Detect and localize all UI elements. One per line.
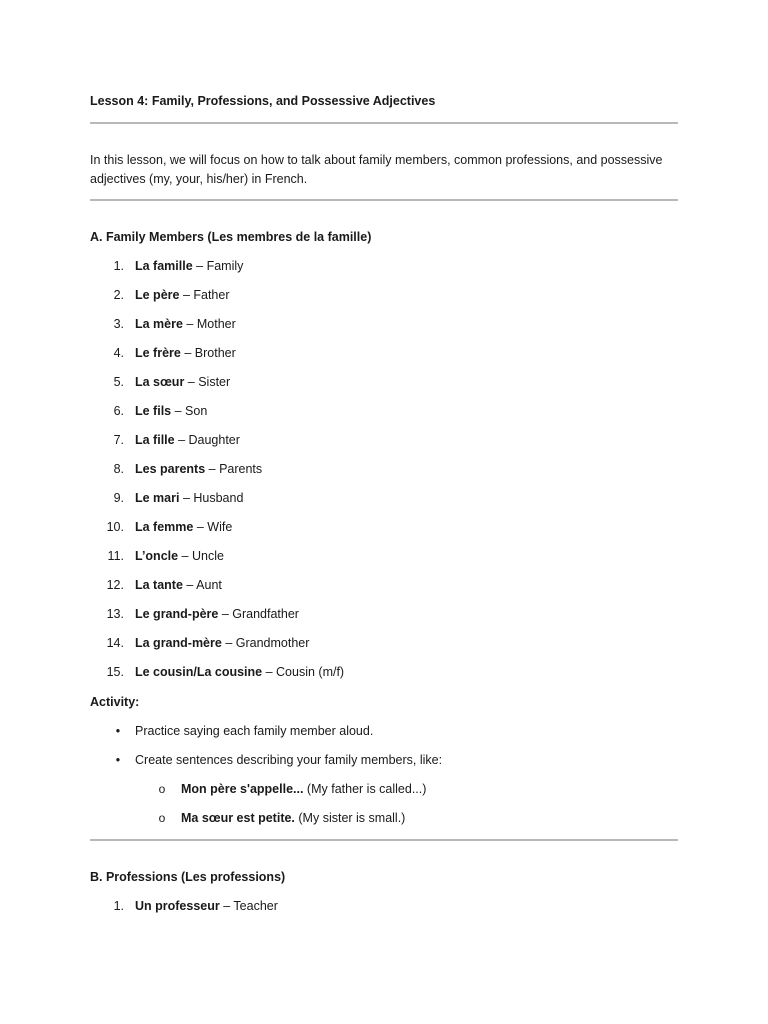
dash-separator: – — [179, 491, 194, 505]
list-item — [135, 549, 224, 563]
list-number: 3. — [113, 317, 124, 331]
intro-divider — [90, 199, 678, 201]
english-meaning: Grandmother — [235, 636, 310, 650]
english-meaning: Grandfather — [232, 607, 299, 621]
french-term: La femme — [135, 520, 194, 534]
list-number: 10. — [106, 520, 124, 534]
example-french: Mon père s'appelle... — [181, 782, 304, 796]
dash-separator: – — [171, 404, 186, 418]
english-meaning: Cousin (m/f) — [276, 665, 345, 679]
list-number: 13. — [106, 607, 124, 621]
french-term: Le fils — [135, 404, 172, 418]
french-term: La famille — [135, 259, 193, 273]
dash-separator: – — [205, 462, 220, 476]
example-english: (My father is called...) — [303, 782, 427, 796]
french-term: Le mari — [135, 491, 180, 505]
list-number: 5. — [113, 375, 124, 389]
list-item — [135, 404, 207, 418]
section-b-heading: B. Professions (Les professions) — [90, 870, 286, 884]
english-meaning: Parents — [219, 462, 263, 476]
sub-bullet-marker: o — [158, 782, 166, 796]
english-meaning: Sister — [198, 375, 231, 389]
french-term: La fille — [135, 433, 175, 447]
list-item — [135, 578, 222, 592]
bullet-marker: • — [115, 724, 121, 738]
dash-separator: – — [221, 636, 236, 650]
dash-separator: – — [262, 665, 277, 679]
dash-separator: – — [178, 549, 192, 563]
english-meaning: Teacher — [233, 899, 278, 913]
section-a-heading: A. Family Members (Les membres de la famille) — [90, 230, 372, 244]
list-item — [135, 462, 262, 476]
list-item — [135, 665, 344, 679]
english-meaning: Brother — [194, 346, 236, 360]
dash-separator: – — [193, 520, 208, 534]
english-meaning: Mother — [196, 317, 236, 331]
dash-separator: – — [182, 317, 197, 331]
list-number: 8. — [113, 462, 124, 476]
list-item — [135, 899, 278, 913]
english-meaning: Daughter — [188, 433, 240, 447]
french-term: La mère — [135, 317, 183, 331]
list-item — [135, 433, 240, 447]
list-item — [135, 317, 236, 331]
french-term: La tante — [135, 578, 183, 592]
french-term: Le cousin/La cousine — [135, 665, 263, 679]
english-meaning: Wife — [207, 520, 233, 534]
dash-separator: – — [179, 288, 194, 302]
french-term: Les parents — [135, 462, 206, 476]
example-english: (My sister is small.) — [294, 811, 406, 825]
bullet-marker: • — [115, 753, 121, 767]
list-number: 12. — [106, 578, 124, 592]
list-item — [135, 288, 230, 302]
dash-separator: – — [182, 578, 197, 592]
english-meaning: Son — [185, 404, 208, 418]
dash-separator: – — [219, 899, 234, 913]
english-meaning: Father — [193, 288, 230, 302]
activity-label: Activity: — [90, 695, 140, 709]
dash-separator: – — [174, 433, 189, 447]
list-number: 2. — [113, 288, 124, 302]
list-number: 14. — [106, 636, 124, 650]
example-french: Ma sœur est petite. — [181, 811, 295, 825]
section-a-divider — [90, 839, 678, 841]
dash-separator: – — [192, 259, 207, 273]
list-number: 9. — [113, 491, 124, 505]
list-item — [135, 491, 243, 505]
dash-separator: – — [218, 607, 233, 621]
french-term: Le grand-père — [135, 607, 219, 621]
list-item — [135, 520, 232, 534]
title-divider — [90, 122, 678, 124]
sub-bullet-marker: o — [158, 811, 166, 825]
french-term: Un professeur — [135, 899, 220, 913]
list-number: 4. — [113, 346, 124, 360]
list-number: 7. — [113, 433, 124, 447]
english-meaning: Husband — [193, 491, 244, 505]
french-term: La sœur — [135, 375, 185, 389]
french-term: L’oncle — [135, 549, 179, 563]
french-term: Le frère — [135, 346, 181, 360]
french-term: Le père — [135, 288, 180, 302]
list-item — [135, 259, 243, 273]
example-sentence-2 — [181, 811, 405, 825]
activity-bullet-2: Create sentences describing your family members, like: — [135, 753, 443, 767]
dash-separator: – — [180, 346, 195, 360]
intro-paragraph: In this lesson, we will focus on how to talk about family members, common professions, and possessive adjectives (my, your, his/her) in French. — [90, 153, 663, 186]
french-term: La grand-mère — [135, 636, 222, 650]
list-item — [135, 607, 299, 621]
list-item — [135, 375, 230, 389]
example-sentence-1 — [181, 782, 426, 796]
list-number: 15. — [106, 665, 124, 679]
dash-separator: – — [184, 375, 199, 389]
english-meaning: Family — [206, 259, 244, 273]
list-number: 1. — [113, 259, 124, 273]
list-number: 11. — [107, 549, 124, 563]
list-number: 6. — [113, 404, 124, 418]
english-meaning: Uncle — [191, 549, 224, 563]
english-meaning: Aunt — [196, 578, 222, 592]
list-number: 1. — [113, 899, 124, 913]
lesson-title: Lesson 4: Family, Professions, and Possessive Adjectives — [90, 94, 436, 108]
list-item — [135, 346, 236, 360]
list-item — [135, 636, 309, 650]
activity-bullet-1: Practice saying each family member aloud. — [135, 724, 374, 738]
